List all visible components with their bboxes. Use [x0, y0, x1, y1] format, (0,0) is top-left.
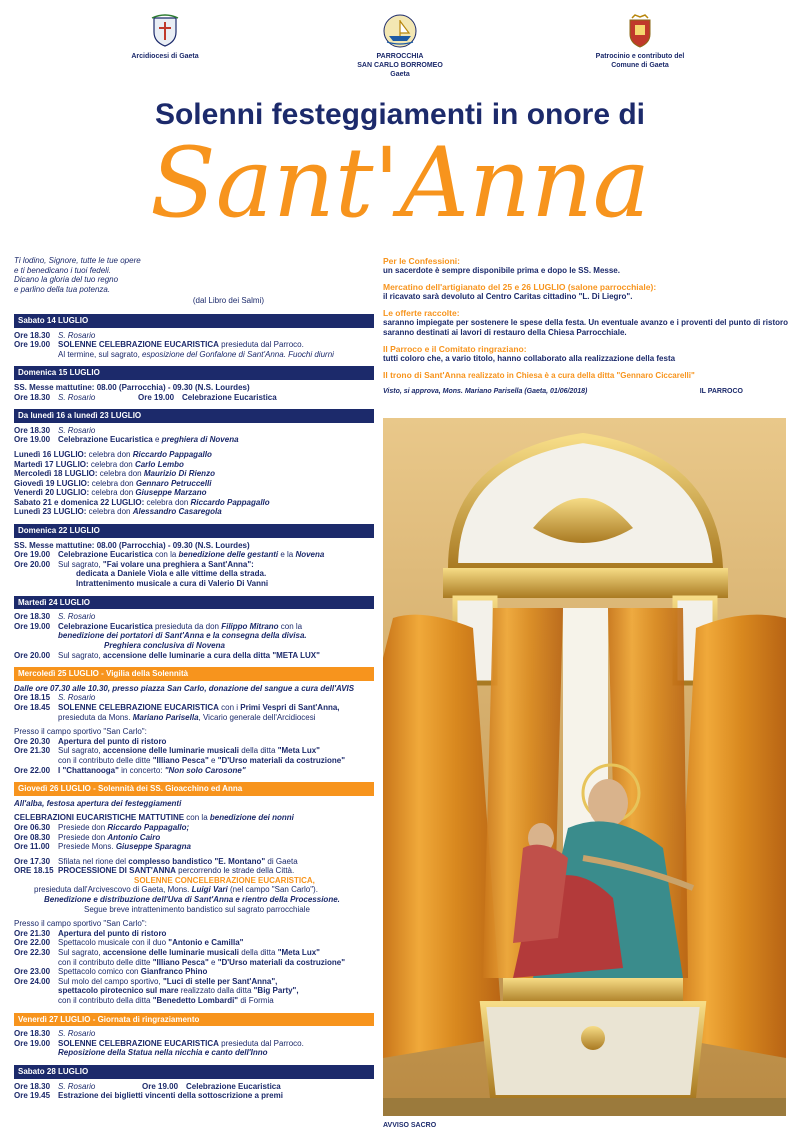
- archdiocese-logo: [110, 14, 220, 61]
- text: Spettacolo comico con: [58, 967, 141, 977]
- event: S. Rosario: [58, 1081, 96, 1091]
- text: presieduta dal Parroco.: [218, 1038, 304, 1048]
- info-column: [383, 256, 788, 397]
- text: Sul sagrato,: [58, 650, 103, 660]
- text: con la: [152, 550, 179, 560]
- event: accensione delle luminarie musicali: [102, 948, 239, 958]
- time: Ore 22.30: [14, 948, 51, 958]
- event-detail: Benedizione e distribuzione dell'Uva di Sant'Anna e rientro della Processione.: [44, 895, 340, 905]
- municipal-crest-icon: [627, 14, 653, 48]
- event: accensione delle luminarie musicali: [102, 746, 239, 756]
- celebrant: Alessandro Casaregola: [132, 507, 222, 517]
- psalm-line: Dicano la gloria del tuo regno: [14, 275, 119, 285]
- text: Sfilata nel rione del: [58, 856, 129, 866]
- time: Ore 18.30: [14, 1081, 51, 1091]
- program-column: [14, 256, 374, 1108]
- psalm-line: e parlino della tua potenza.: [14, 284, 111, 294]
- event: Celebrazione Eucaristica: [58, 435, 153, 445]
- event: CELEBRAZIONI EUCARISTICHE MATTUTINE: [14, 813, 185, 823]
- footer-note: AVVISO SACRO: [383, 1122, 437, 1129]
- info-heading: Il Parroco e il Comitato ringraziano:: [383, 344, 527, 354]
- info-heading: Per le Confessioni:: [383, 256, 460, 266]
- time: Ore 22.00: [14, 765, 51, 775]
- time: Ore 17.30: [14, 856, 51, 866]
- time: Ore 19.00: [14, 435, 51, 445]
- company: "Illiano Pesca": [152, 957, 209, 967]
- event: Primi Vespri di Sant'Anna,: [240, 702, 340, 712]
- company: "Benedetto Lombardi": [152, 996, 239, 1005]
- time: Ore 18.30: [14, 612, 51, 622]
- text: celebra don: [97, 469, 144, 479]
- info-heading: Le offerte raccolte:: [383, 308, 460, 318]
- text: Sul sagrato,: [58, 746, 103, 756]
- info-heading: Mercatino dell'artigianato del 25 e 26 LUGLIO (salone parrocchiale):: [383, 282, 657, 292]
- municipality-line-1: Patrocinio e contributo del: [595, 53, 685, 60]
- time: Ore 24.00: [14, 976, 51, 986]
- event: SOLENNE CELEBRAZIONE EUCARISTICA: [58, 340, 219, 350]
- company: "D'Urso materiali da costruzione": [217, 957, 345, 967]
- celebrant: Giuseppe Sparagna: [115, 842, 191, 852]
- time: Ore 19.00: [138, 392, 175, 402]
- day-section: [14, 782, 374, 1005]
- event: SOLENNE CONCELEBRAZIONE EUCARISTICA,: [134, 875, 315, 885]
- novena-celebrant: [14, 479, 374, 489]
- date: Sabato 21 e domenica 22 LUGLIO:: [14, 497, 145, 507]
- event: I "Chattanooga": [58, 765, 119, 775]
- event: All'alba, festosa apertura dei festeggiamenti: [14, 798, 182, 808]
- day-header: Giovedì 26 LUGLIO - Solennità dei SS. Gioacchino ed Anna: [14, 782, 374, 796]
- time: Ore 11.00: [14, 842, 50, 852]
- text: di Formia: [238, 996, 274, 1005]
- text: celebra don: [86, 507, 133, 517]
- date: Venerdì 20 LUGLIO:: [14, 488, 90, 498]
- text: e la: [278, 550, 296, 560]
- date: Giovedì 19 LUGLIO:: [14, 478, 90, 488]
- text: Spettacolo musicale con il duo: [58, 938, 169, 948]
- text: celebra don: [89, 488, 136, 498]
- text: con la: [184, 813, 210, 823]
- text: con la: [278, 621, 303, 631]
- celebrant: Carlo Lembo: [134, 459, 184, 469]
- celebrant: Riccardo Pappagallo: [132, 449, 212, 459]
- text: Sul sagrato,: [58, 559, 103, 569]
- time: Ore 19.00: [142, 1081, 179, 1091]
- celebrant: Maurizio Di Rienzo: [143, 469, 215, 479]
- text: percorrendo le strade della Città.: [175, 866, 295, 876]
- info-body: un sacerdote è sempre disponibile prima e dopo le SS. Messe.: [383, 266, 620, 275]
- event: "Non solo Carosone": [164, 765, 246, 775]
- title-saint-name: Sant'Anna: [149, 127, 650, 239]
- text: , Vicario generale dell'Arcidiocesi: [198, 712, 316, 722]
- text: Sul molo del campo sportivo,: [58, 976, 163, 986]
- saint-anne-statue-photo: [383, 418, 786, 1116]
- psalm-line: Ti lodino, Signore, tutte le tue opere: [14, 256, 141, 265]
- time: Ore 08.30: [14, 832, 51, 842]
- text: con il contributo della ditta: [58, 996, 153, 1005]
- time: Ore 21.30: [14, 928, 51, 938]
- municipality-line-2: Comune di Gaeta: [611, 62, 669, 69]
- event: Estrazione dei biglietti vincenti della sottoscrizione a premi: [58, 1091, 283, 1101]
- event: preghiera di Novena: [161, 435, 239, 445]
- celebrant: Mariano Parisella: [132, 712, 199, 722]
- text: con il contributo delle ditte: [58, 755, 153, 765]
- time: Ore 23.00: [14, 967, 51, 977]
- parish-logo: [340, 14, 460, 79]
- novena-celebrant: [14, 488, 374, 498]
- info-heading: Il trono di Sant'Anna: [383, 370, 466, 380]
- novena-celebrant: [14, 507, 374, 517]
- time: Ore 18.30: [14, 392, 51, 402]
- novena-celebrant: [14, 498, 374, 508]
- info-body: il ricavato sarà devoluto al Centro Caritas cittadino "L. Di Liegro".: [383, 292, 633, 301]
- celebrant: Filippo Mitrano: [221, 621, 279, 631]
- text: celebra don: [89, 478, 136, 488]
- parish-line-2: SAN CARLO BORROMEO: [357, 62, 443, 69]
- event: S. Rosario: [58, 330, 96, 340]
- event: Dalle ore 07.30 alle 10.30, presso piazza San Carlo, donazione del sangue a cura dell'AVIS: [14, 683, 355, 693]
- day-header: Domenica 22 LUGLIO: [14, 524, 374, 538]
- day-header: Venerdì 27 LUGLIO - Giornata di ringraziamento: [14, 1013, 374, 1027]
- text: celebra don: [88, 459, 135, 469]
- date: Mercoledì 18 LUGLIO:: [14, 469, 98, 479]
- event: SOLENNE CELEBRAZIONE EUCARISTICA: [58, 1038, 219, 1048]
- text: in concerto:: [118, 765, 165, 775]
- event: S. Rosario: [58, 392, 96, 402]
- time: Ore 19.00: [14, 340, 51, 350]
- municipality-logo: [575, 14, 705, 70]
- event: PROCESSIONE DI SANT'ANNA: [58, 866, 176, 876]
- novena-celebrant: [14, 469, 374, 479]
- text: realizzato dalla ditta: [178, 986, 254, 996]
- day-header: Mercoledì 25 LUGLIO - Vigilia della Solennità: [14, 667, 374, 681]
- celebrant: Antonio Cairo: [107, 832, 161, 842]
- event: Apertura del punto di ristoro: [58, 736, 167, 746]
- event: Celebrazione Eucaristica: [186, 1081, 281, 1091]
- day-section: [14, 314, 374, 359]
- time: Ore 19.45: [14, 1091, 51, 1101]
- time: Ore 18.30: [14, 330, 51, 340]
- event: Apertura del punto di ristoro: [58, 928, 167, 938]
- venue: Presso il campo sportivo "San Carlo":: [14, 727, 147, 737]
- info-body: saranno impiegate per sostenere le spese della festa. Un eventuale avanzo e i proventi del punto di ristoro saranno destinati ai lavori di restauro della Chiesa Parrocchiale.: [383, 318, 788, 337]
- text: e: [208, 755, 218, 765]
- text: con il contributo delle ditte: [58, 957, 153, 967]
- psalm-quote: [14, 256, 374, 294]
- parish-line-1: PARROCCHIA: [376, 53, 424, 60]
- time: Ore 19.00: [14, 1038, 51, 1048]
- day-header: Da lunedì 16 a lunedì 23 LUGLIO: [14, 409, 374, 423]
- event-detail: presieduta dal Parroco.: [218, 340, 304, 350]
- company: "Big Party",: [253, 986, 299, 996]
- time: Ore 20.00: [14, 559, 51, 569]
- event: Celebrazione Eucaristica: [58, 621, 153, 631]
- signature: IL PARROCO: [699, 388, 743, 395]
- day-header: Martedì 24 LUGLIO: [14, 596, 374, 610]
- event: accensione delle luminarie a cura della ditta "META LUX": [102, 650, 320, 660]
- event-detail: Preghiera conclusiva di Novena: [104, 641, 225, 650]
- event: S. Rosario: [58, 693, 96, 703]
- masses-schedule: SS. Messe mattutine: 08.00 (Parrocchia) - 09.30 (N.S. Lourdes): [14, 540, 250, 550]
- event: Celebrazione Eucaristica: [58, 550, 153, 560]
- celebrant: Luigi Vari: [191, 885, 228, 895]
- parish-ship-logo-icon: [383, 14, 417, 48]
- event-detail: Intrattenimento musicale a cura di Valerio Di Vanni: [76, 579, 269, 589]
- text: di Gaeta: [265, 856, 298, 866]
- time: ORE 18.15: [14, 866, 54, 876]
- masses-schedule: SS. Messe mattutine: 08.00 (Parrocchia) - 09.30 (N.S. Lourdes): [14, 382, 250, 392]
- archdiocese-crest-icon: [150, 14, 180, 48]
- event-detail: esposizione del Gonfalone di Sant'Anna. Fuochi diurni: [142, 349, 334, 359]
- event-detail: Reposizione della Statua nella nicchia e canto dell'Inno: [58, 1048, 268, 1058]
- event-detail: Segue breve intrattenimento bandistico sul sagrato parrocchiale: [84, 904, 310, 914]
- text: e: [208, 957, 218, 967]
- company: "D'Urso materiali da costruzione": [217, 755, 345, 765]
- company: "Meta Lux": [277, 746, 320, 756]
- title-line-1: Solenni festeggiamenti in onore di: [154, 98, 646, 131]
- novena-celebrant: [14, 460, 374, 470]
- celebrant: Riccardo Pappagallo;: [107, 822, 190, 832]
- time: Ore 20.30: [14, 736, 51, 746]
- day-section: [14, 409, 374, 517]
- parish-line-3: Gaeta: [390, 71, 410, 78]
- event: SOLENNE CELEBRAZIONE EUCARISTICA: [58, 702, 219, 712]
- text: Presiede Mons.: [58, 842, 116, 852]
- celebrant: Gennaro Petruccelli: [135, 478, 212, 488]
- date: Lunedì 23 LUGLIO:: [14, 507, 87, 517]
- day-header: Sabato 28 LUGLIO: [14, 1065, 374, 1079]
- info-body: realizzato in Chiesa è a cura della ditta "Gennaro Ciccarelli": [465, 371, 695, 380]
- text: presieduta da don: [152, 621, 222, 631]
- time: Ore 19.00: [14, 621, 51, 631]
- time: Ore 21.30: [14, 746, 51, 756]
- time: Ore 19.00: [14, 550, 51, 560]
- time: Ore 22.00: [14, 938, 51, 948]
- event: Gianfranco Phino: [140, 967, 208, 977]
- event: S. Rosario: [58, 1029, 96, 1039]
- text: della ditta: [238, 746, 278, 756]
- text: (nel campo "San Carlo").: [227, 885, 318, 895]
- text: celebra don: [86, 449, 133, 459]
- text: presieduta dall'Arcivescovo di Gaeta, Mons.: [34, 885, 192, 895]
- event: S. Rosario: [58, 612, 96, 622]
- day-header: Domenica 15 LUGLIO: [14, 366, 374, 380]
- venue: Presso il campo sportivo "San Carlo":: [14, 919, 147, 929]
- text: della ditta: [238, 948, 278, 958]
- psalm-source: (dal Libro dei Salmi): [192, 296, 264, 306]
- text: e: [152, 435, 162, 445]
- day-section: [14, 667, 374, 775]
- archdiocese-name: Arcidiocesi di Gaeta: [131, 53, 199, 60]
- event-detail: Al termine, sul sagrato,: [58, 349, 143, 359]
- event: "Fai volare una preghiera a Sant'Anna":: [102, 559, 254, 569]
- day-section: [14, 524, 374, 589]
- day-section: [14, 596, 374, 661]
- approval-note: Visto, si approva, Mons. Mariano Parisella (Gaeta, 01/06/2018): [383, 388, 588, 395]
- text: Sul sagrato,: [58, 948, 103, 958]
- event: Celebrazione Eucaristica: [182, 392, 277, 402]
- event: "Antonio e Camilla": [168, 938, 244, 948]
- event: complesso bandistico "E. Montano": [128, 856, 266, 866]
- day-section: [14, 366, 374, 402]
- event: S. Rosario: [58, 425, 96, 435]
- event: benedizione delle gestanti: [178, 550, 279, 560]
- text: con i: [218, 702, 241, 712]
- time: Ore 18.30: [14, 1029, 51, 1039]
- event-detail: benedizione dei portatori di Sant'Anna e la consegna della divisa.: [58, 631, 307, 641]
- text: Presiede don: [58, 832, 108, 842]
- event: Novena: [295, 550, 325, 560]
- event: "Luci di stelle per Sant'Anna",: [162, 976, 278, 986]
- date: Lunedì 16 LUGLIO:: [14, 449, 87, 459]
- celebrant: Giuseppe Marzano: [135, 488, 207, 498]
- time: Ore 06.30: [14, 822, 51, 832]
- time: Ore 18.15: [14, 693, 51, 703]
- info-body: tutti coloro che, a vario titolo, hanno collaborato alla realizzazione della festa: [383, 354, 676, 363]
- event-detail: dedicata a Daniele Viola e alle vittime della strada.: [76, 569, 267, 579]
- text: celebra don: [144, 497, 191, 507]
- company: "Meta Lux": [277, 948, 320, 958]
- novena-celebrant: [14, 450, 374, 460]
- celebrant: Riccardo Pappagallo: [190, 497, 270, 507]
- time: Ore 20.00: [14, 650, 51, 660]
- date: Martedì 17 LUGLIO:: [14, 459, 89, 469]
- text: Presiede don: [58, 822, 108, 832]
- time: Ore 18.30: [14, 425, 51, 435]
- day-header: Sabato 14 LUGLIO: [14, 314, 374, 328]
- day-section: [14, 1065, 374, 1101]
- day-section: [14, 1013, 374, 1058]
- psalm-line: e ti benedicano i tuoi fedeli.: [14, 265, 111, 275]
- time: Ore 18.45: [14, 702, 51, 712]
- event: benedizione dei nonni: [209, 813, 294, 823]
- text: presieduta da Mons.: [58, 712, 133, 722]
- company: "Illiano Pesca": [152, 755, 209, 765]
- event: spettacolo pirotecnico sul mare: [58, 986, 179, 996]
